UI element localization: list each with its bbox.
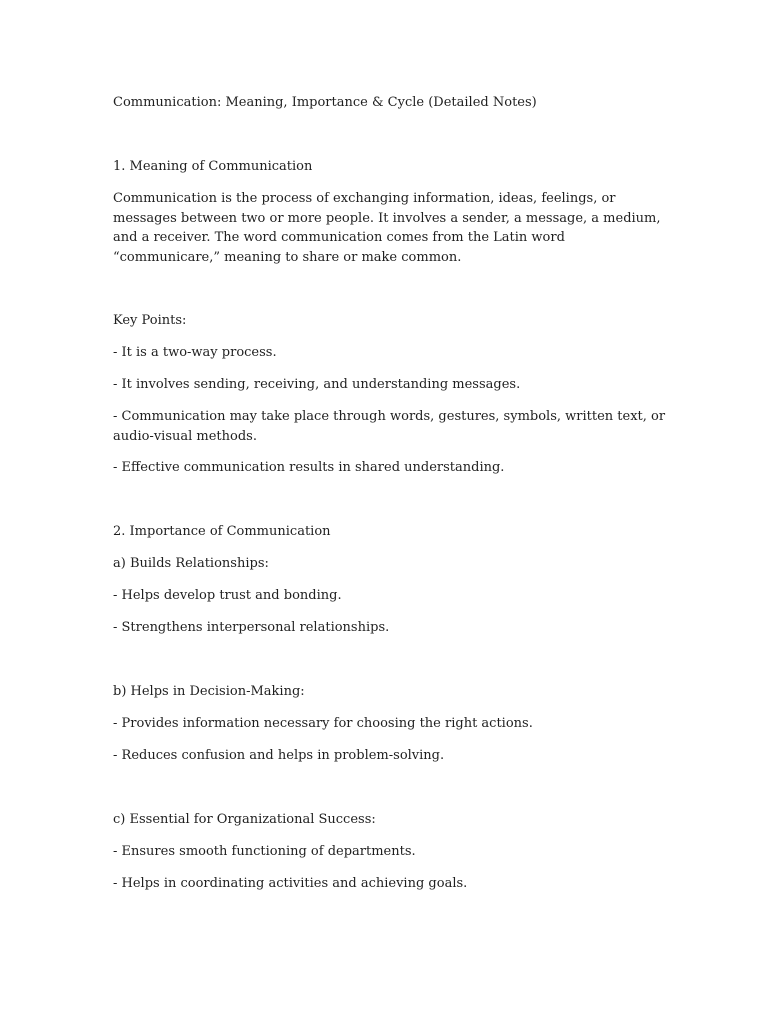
subsection-a-point: - Strengthens interpersonal relationships. — [113, 620, 390, 635]
section-1-heading: 1. Meaning of Communication — [113, 159, 313, 174]
subsection-c-point: - Helps in coordinating activities and achieving goals. — [113, 876, 468, 891]
document-title: Communication: Meaning, Importance & Cycle (Detailed Notes) — [113, 95, 537, 110]
key-point: - It is a two-way process. — [113, 345, 277, 360]
subsection-b-point: - Provides information necessary for choosing the right actions. — [113, 716, 533, 731]
section-2-heading: 2. Importance of Communication — [113, 524, 331, 539]
key-point: - It involves sending, receiving, and understanding messages. — [113, 377, 521, 392]
subsection-c-heading: c) Essential for Organizational Success: — [113, 812, 376, 827]
subsection-b-heading: b) Helps in Decision-Making: — [113, 684, 305, 699]
key-points-heading: Key Points: — [113, 313, 187, 328]
key-point: - Communication may take place through words, gestures, symbols, written text, or audio-visual methods. — [113, 409, 666, 444]
subsection-b-point: - Reduces confusion and helps in problem-solving. — [113, 748, 445, 763]
key-point: - Effective communication results in shared understanding. — [113, 460, 505, 475]
subsection-a-point: - Helps develop trust and bonding. — [113, 588, 342, 603]
subsection-c-point: - Ensures smooth functioning of departments. — [113, 844, 416, 859]
section-1-paragraph: Communication is the process of exchanging information, ideas, feelings, or messages between two or more people. It involves a sender, a message, a medium, and a receiver. The word communication comes from the Latin word “communicare,” meaning to share or make common. — [113, 191, 661, 265]
subsection-a-heading: a) Builds Relationships: — [113, 556, 269, 571]
